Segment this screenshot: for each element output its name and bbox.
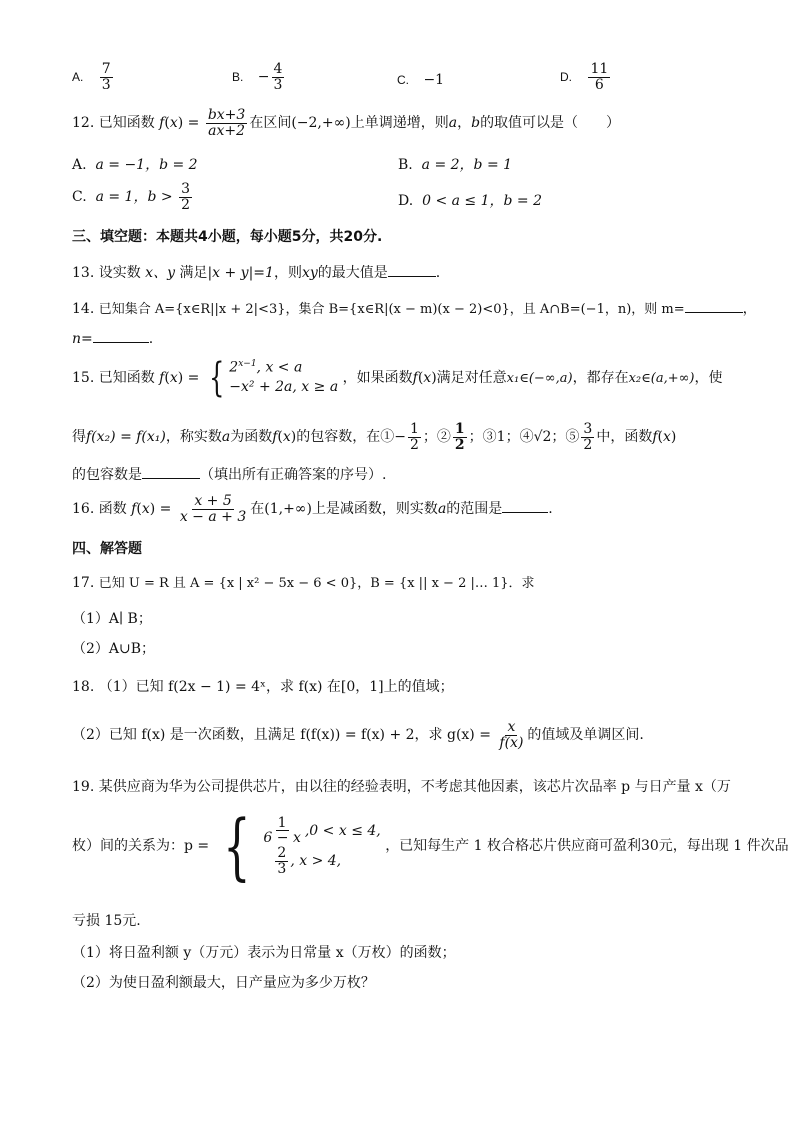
q11-option-d: D. $\frac{11}{6}$: [560, 61, 609, 93]
q12-option-d: D. 0 < a ≤ 1，b = 2: [398, 193, 543, 209]
q13-answer-blank[interactable]: [388, 262, 436, 277]
q15-line2: 得f(x₂) = f(x₁)，称实数a为函数f(x)的包容数，在①− $\frac{1}{2}$ ；② $\frac{1}{2}$ ；③1；④√2；⑤ $\frac{3}{2}$ 中，函数f(x): [72, 421, 677, 453]
q16: 16. 函数 f(x) = $\frac{x + 5}{x - a + 3}$ 在(1,+∞)上是减函数，则实数a的范围是 .: [72, 493, 553, 525]
q11-option-c: C. −1: [397, 72, 445, 88]
q11-option-b: B. − $\frac{4}{3}$: [232, 61, 283, 93]
q19-line1: 19. 某供应商为华为公司提供芯片，由以往的经验表明，不考虑其他因素，该芯片次品率 p 与日产量 x（万: [72, 779, 731, 795]
q11-option-a: A. $\frac{7}{3}$: [72, 61, 111, 93]
q15-answer-blank[interactable]: [142, 464, 200, 479]
section-3-heading: 三、填空题：本题共4小题，每小题5分，共20分.: [72, 229, 383, 245]
q15-line3: 的包容数是 （填出所有正确答案的序号）.: [72, 464, 386, 484]
q19-piecewise: $\frac{1}{6 - x}$ ,0 < x ≤ 4, $\frac{2}{3}$ , x > 4,: [263, 814, 381, 877]
q19-part1: （1）将日盈利额 y（万元）表示为日常量 x（万枚）的函数；: [72, 945, 456, 961]
q11-options: [72, 62, 732, 106]
q13: 13. 设实数 x、y 满足|x + y|=1，则xy的最大值是 .: [72, 262, 440, 282]
q12-option-c: C. a = 1，b > $\frac{3}{2}$: [72, 181, 190, 213]
q12-option-a: A. a = −1，b = 2: [72, 157, 198, 173]
q19-part2: （2）为使日盈利额最大，日产量应为多少万枚？: [72, 975, 375, 991]
q17-part2: （2）A∪B；: [72, 641, 156, 657]
q12-option-b: B. a = 2，b = 1: [398, 157, 513, 173]
q18-part1: 18. （1）已知 f(2x − 1) = 4ˣ，求 f(x) 在[0，1]上的值域；: [72, 679, 454, 695]
q15-line1: 15. 已知函数 f(x) = { $2^{x-1}$, x < a −x² + 2a, x ≥ a ，如果函数f(x)满足对任意x₁∈(−∞,a)，都存在x₂∈(a,+∞)，使: [72, 355, 723, 401]
q14-line2: n= .: [72, 328, 153, 347]
q14-line1: 14. 已知集合 A={x∈R||x + 2|<3}，集合 B={x∈R|(x − m)(x − 2)<0}，且 A∩B=(−1，n)，则 m= ，: [72, 298, 757, 318]
q17-part1: （1）A∣ B；: [72, 611, 152, 627]
q16-answer-blank[interactable]: [502, 498, 548, 513]
q14-m-blank[interactable]: [685, 298, 743, 313]
q14-n-blank[interactable]: [93, 328, 149, 343]
q12-stem: 12. 已知函数 f(x) = $\frac{bx+3}{ax+2}$ 在区间(−2,+∞)上单调递增，则a，b的取值可以是（ ）: [72, 107, 621, 139]
q15-piecewise: $2^{x-1}$, x < a −x² + 2a, x ≥ a: [229, 359, 339, 396]
q18-part2: （2）已知 f(x) 是一次函数，且满足 f(f(x)) = f(x) + 2，求 g(x) = $\frac{x}{f(x)}$ 的值域及单调区间.: [72, 719, 644, 751]
q17-stem: 17. 已知 U = R 且 A = {x | x² − 5x − 6 < 0}，B = {x || x − 2 |… 1}．求: [72, 575, 535, 591]
section-4-heading: 四、解答题: [72, 541, 142, 557]
q19-line2: 枚）间的关系为：p = { $\frac{1}{6 - x}$ ,0 < x ≤ 4, $\frac{2}{3}$ , x > 4, ，已知每生产 1 枚合格芯片供应商可盈利30元，每出现 1 件次品: [72, 804, 789, 888]
q19-line3: 亏损 15元.: [72, 913, 141, 929]
